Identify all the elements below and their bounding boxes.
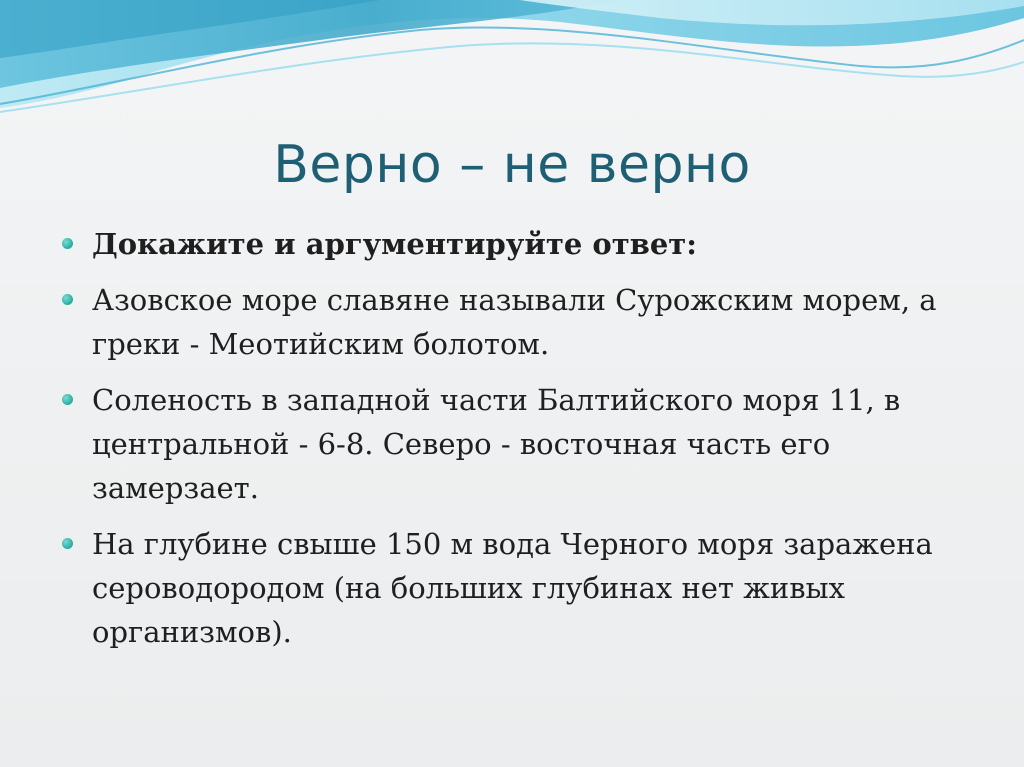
decorative-wave-header bbox=[0, 0, 1024, 130]
bullet-dot-icon bbox=[62, 538, 73, 549]
bullet-dot-icon bbox=[62, 238, 73, 249]
bullet-dot-icon bbox=[62, 394, 73, 405]
bullet-item bbox=[62, 378, 962, 510]
slide-title: Верно – не верно bbox=[273, 135, 751, 195]
bullet-item bbox=[62, 278, 962, 366]
bullet-list bbox=[62, 222, 962, 666]
bullet-item bbox=[62, 222, 962, 266]
bullet-text: Докажите и аргументируйте ответ: bbox=[92, 227, 697, 261]
bullet-text: Азовское море славяне называли Сурожским морем, а греки - Меотийским болотом. bbox=[92, 283, 937, 361]
bullet-text: На глубине свыше 150 м вода Черного моря заражена сероводородом (на больших глубинах нет живых организмов). bbox=[92, 527, 933, 649]
bullet-dot-icon bbox=[62, 294, 73, 305]
bullet-text: Соленость в западной части Балтийского моря 11, в центральной - 6-8. Северо - восточная часть его замерзает. bbox=[92, 383, 901, 505]
bullet-item bbox=[62, 522, 962, 654]
